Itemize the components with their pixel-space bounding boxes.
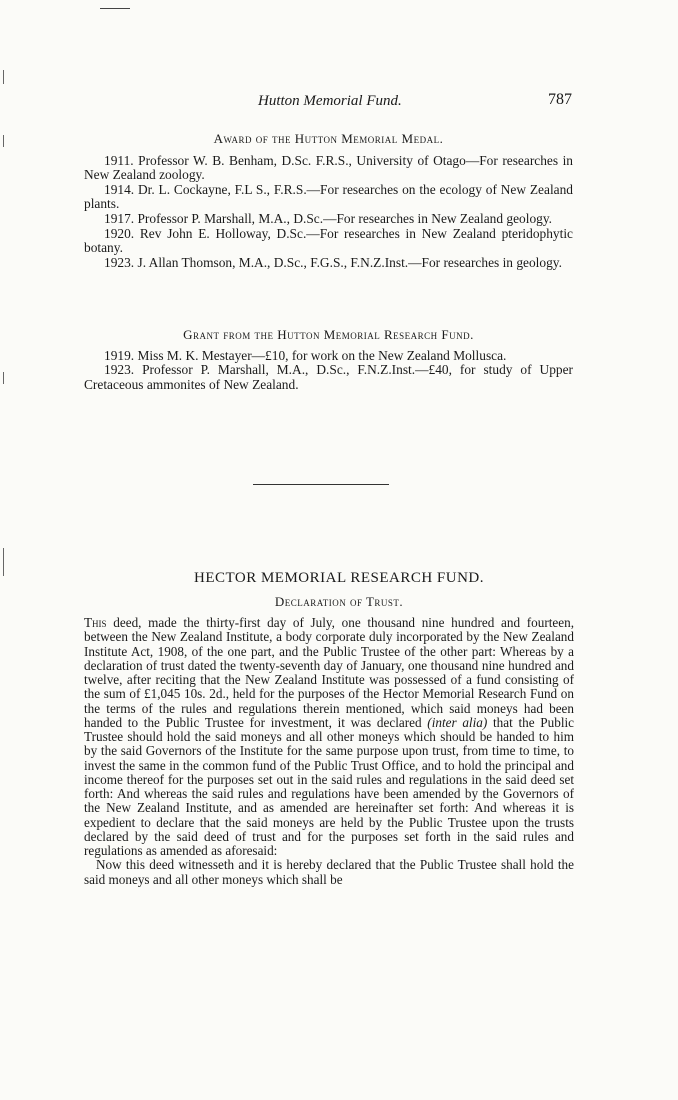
lead-word: This (84, 615, 107, 630)
running-head (0, 93, 678, 115)
margin-mark (3, 70, 4, 84)
inter-alia: (inter alia) (427, 714, 488, 730)
medal-entry: 1920. Rev John E. Holloway, D.Sc.—For researches in New Zealand pteridophytic botany. (84, 225, 573, 256)
medal-section (84, 132, 573, 270)
medal-entry: 1923. J. Allan Thomson, M.A., D.Sc., F.G.S., F.N.Z.Inst.—For researches in geology. (104, 254, 562, 270)
page-number: 787 (548, 91, 572, 108)
medal-entry: 1917. Professor P. Marshall, M.A., D.Sc.—For researches in New Zealand geology. (104, 210, 553, 226)
grant-entry: 1923. Professor P. Marshall, M.A., D.Sc., F.N.Z.Inst.—£40, for study of Upper Cretaceous ammonites of New Zealand. (84, 362, 573, 392)
paragraph-text: deed, made the thirty-first day of July, one thousand nine hundred and fourteen, between the New Zealand Institute, a body corporate duly incorporated by the New Zealand Institute Act, 1908, of the one part, and the Public Trustee of the other part: Whereas by a declaration of trust dated the twenty-seventh day of January, one thousand nine hundred and twelve, after reciting that the New Zealand Institute was possessed of a fund consisting of the sum of £1,045 10s. 2d., held for the purposes of the Hector Memorial Research Fund on the terms of the rules and regulations therein mentioned, which said moneys had been handed to the Public Trustee for investment, it was declared (84, 615, 574, 730)
declaration-subtitle: Declaration of Trust. (274, 594, 404, 609)
medal-entry: 1914. Dr. L. Cockayne, F.L S., F.R.S.—For researches on the ecology of New Zealand plants. (84, 181, 573, 212)
margin-mark (3, 135, 4, 147)
declaration-body (84, 616, 574, 887)
margin-mark (3, 372, 4, 384)
grant-heading: Grant from the Hutton Memorial Research Fund. (183, 327, 474, 342)
grant-entry: 1919. Miss M. K. Mestayer—£10, for work on the New Zealand Mollusca. (104, 347, 507, 363)
declaration-paragraph (84, 616, 574, 858)
top-rule (100, 8, 130, 9)
grant-section (84, 328, 573, 392)
running-title: Hutton Memorial Fund. (258, 93, 402, 109)
fund-title: HECTOR MEMORIAL RESEARCH FUND. (193, 570, 485, 586)
declaration-paragraph: Now this deed witnesseth and it is hereby declared that the Public Trustee shall hold the said moneys and all other moneys which shall be (84, 857, 574, 887)
medal-heading: Award of the Hutton Memorial Medal. (213, 131, 444, 146)
medal-entry: 1911. Professor W. B. Benham, D.Sc. F.R.S., University of Otago—For researches in New Zealand zoology. (84, 152, 573, 183)
section-divider (253, 484, 389, 485)
paragraph-text: that the Public Trustee should hold the said moneys and all other moneys which should be handed to him by the said Governors of the Institute for the same purpose upon trust, from time to time, to invest the same in the common fund of the Public Trust Office, and to hold the principal and income thereof for the purposes set out in the said rules and regulations in the said deed set forth: And whereas the said rules and regulations have been amended by the Governors of the New Zealand Institute, and as amended are hereinafter set forth: And whereas it is expedient to declare that the said moneys are held by the Public Trustee upon the trusts declared by the said deed of trust and for the purposes set forth in the said rules and regulations as amended as aforesaid: (84, 714, 575, 858)
